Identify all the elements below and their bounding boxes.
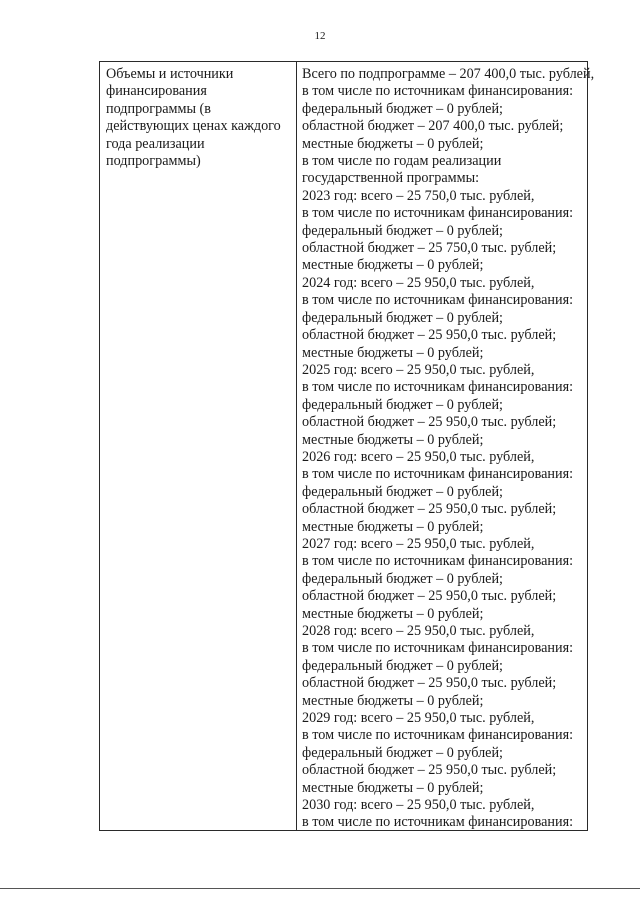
label-line: года реализации	[106, 135, 205, 152]
content-line: местные бюджеты – 0 рублей;	[302, 344, 484, 361]
content-line: 2027 год: всего – 25 950,0 тыс. рублей,	[302, 535, 535, 552]
label-line: действующих ценах каждого	[106, 118, 281, 135]
content-line: местные бюджеты – 0 рублей;	[302, 518, 484, 535]
content-line: местные бюджеты – 0 рублей;	[302, 779, 484, 796]
content-line: местные бюджеты – 0 рублей;	[302, 135, 484, 152]
content-line: областной бюджет – 25 950,0 тыс. рублей;	[302, 588, 557, 605]
label-line: финансирования	[106, 83, 207, 100]
content-line: федеральный бюджет – 0 рублей;	[302, 570, 503, 587]
column-divider	[296, 62, 297, 830]
content-line: местные бюджеты – 0 рублей;	[302, 692, 484, 709]
content-line: областной бюджет – 25 950,0 тыс. рублей;	[302, 675, 557, 692]
content-line: местные бюджеты – 0 рублей;	[302, 431, 484, 448]
page-number: 12	[314, 30, 326, 42]
content-line: в том числе по источникам финансирования:	[302, 292, 574, 309]
content-line: 2023 год: всего – 25 750,0 тыс. рублей,	[302, 187, 535, 204]
content-line: областной бюджет – 25 750,0 тыс. рублей;	[302, 240, 557, 257]
content-line: 2028 год: всего – 25 950,0 тыс. рублей,	[302, 623, 535, 639]
content-line: областной бюджет – 25 950,0 тыс. рублей;	[302, 762, 557, 779]
content-line: в том числе по источникам финансирования:	[302, 466, 574, 483]
content-line: федеральный бюджет – 0 рублей;	[302, 483, 503, 500]
content-cell	[302, 66, 595, 832]
content-line: в том числе по источникам финансирования:	[302, 814, 574, 831]
label-line: Объемы и источники	[106, 66, 234, 82]
content-line: 2024 год: всего – 25 950,0 тыс. рублей,	[302, 274, 535, 291]
content-line: областной бюджет – 207 400,0 тыс. рублей;	[302, 118, 564, 135]
content-line: 2029 год: всего – 25 950,0 тыс. рублей,	[302, 710, 535, 727]
label-line: подпрограммы (в	[106, 100, 211, 117]
content-line: в том числе по источникам финансирования:	[302, 83, 574, 100]
content-line: федеральный бюджет – 0 рублей;	[302, 396, 503, 413]
content-line: федеральный бюджет – 0 рублей;	[302, 744, 503, 761]
content-line: Всего по подпрограмме – 207 400,0 тыс. рублей,	[302, 66, 595, 82]
content-line: в том числе по источникам финансирования:	[302, 640, 574, 657]
content-line: 2025 год: всего – 25 950,0 тыс. рублей,	[302, 361, 535, 378]
content-line: местные бюджеты – 0 рублей;	[302, 605, 484, 622]
content-line: в том числе по источникам финансирования:	[302, 553, 574, 570]
financing-table	[99, 61, 595, 831]
content-line: в том числе по источникам финансирования:	[302, 379, 574, 396]
label-line: подпрограммы)	[106, 153, 201, 170]
content-line: федеральный бюджет – 0 рублей;	[302, 100, 503, 117]
content-line: местные бюджеты – 0 рублей;	[302, 257, 484, 274]
content-line: в том числе по годам реализации	[302, 153, 502, 170]
content-line: государственной программы:	[302, 170, 480, 187]
page-bottom-rule	[0, 888, 640, 889]
label-cell	[106, 66, 294, 170]
content-line: федеральный бюджет – 0 рублей;	[302, 309, 503, 326]
content-line: 2026 год: всего – 25 950,0 тыс. рублей,	[302, 448, 535, 465]
content-line: 2030 год: всего – 25 950,0 тыс. рублей,	[302, 797, 535, 814]
content-line: в том числе по источникам финансирования:	[302, 205, 574, 222]
content-line: областной бюджет – 25 950,0 тыс. рублей;	[302, 327, 557, 344]
content-line: областной бюджет – 25 950,0 тыс. рублей;	[302, 501, 557, 518]
content-line: областной бюджет – 25 950,0 тыс. рублей;	[302, 414, 557, 431]
content-line: в том числе по источникам финансирования:	[302, 727, 574, 744]
content-line: федеральный бюджет – 0 рублей;	[302, 222, 503, 239]
content-line: федеральный бюджет – 0 рублей;	[302, 657, 503, 674]
